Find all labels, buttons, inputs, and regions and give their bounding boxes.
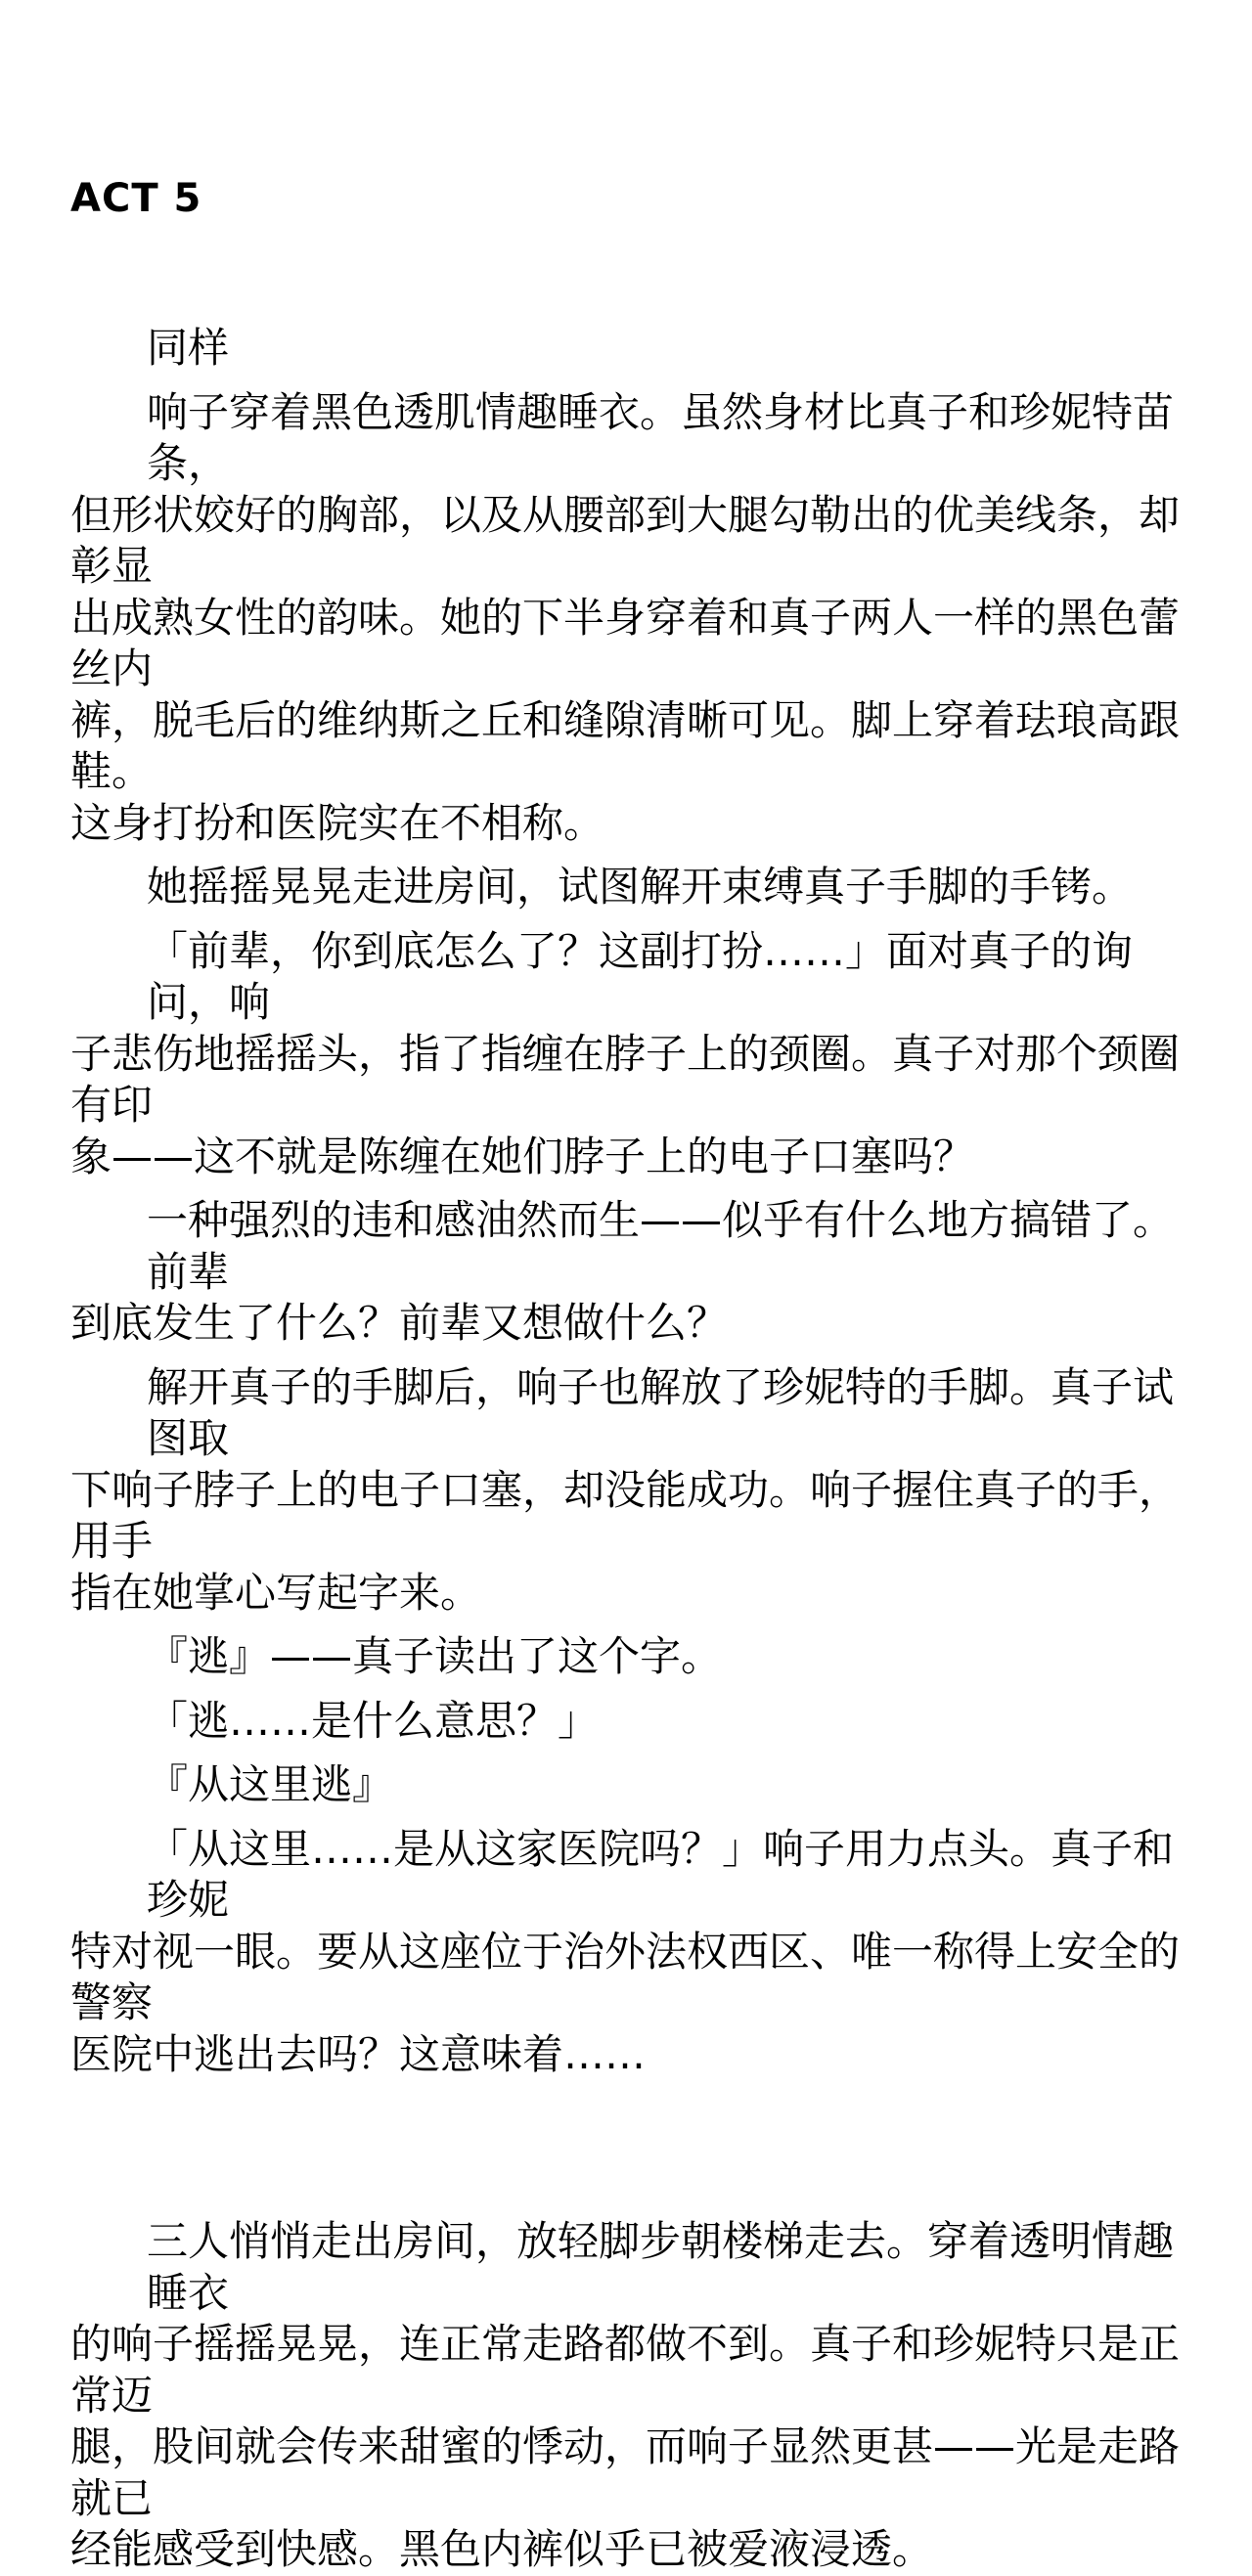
text-line: 到底发生了什么？前辈又想做什么？ [70, 1299, 729, 1347]
text-line: 医院中逃出去吗？这意味着…… [70, 2029, 647, 2078]
paragraph [70, 1631, 1195, 1683]
paragraph [70, 2216, 1195, 2576]
paragraph [70, 1759, 1195, 1811]
text-line: 出成熟女性的韵味。她的下半身穿着和真子两人一样的黑色蕾丝内 [70, 593, 1181, 692]
text-line: 子悲伤地摇摇头，指了指缠在脖子上的颈圈。真子对那个颈圈有印 [70, 1029, 1181, 1129]
text-line: 这身打扮和医院实在不相称。 [70, 798, 605, 847]
text-line: 解开真子的手脚后，响子也解放了珍妮特的手脚。真子试图取 [147, 1362, 1175, 1462]
paragraph [70, 1824, 1195, 2081]
text-line: 她摇摇晃晃走进房间，试图解开束缚真子手脚的手铐。 [147, 863, 1134, 910]
text-line: 『从这里逃』 [147, 1760, 394, 1808]
paragraph [70, 1362, 1195, 1620]
text-line: 象——这不就是陈缠在她们脖子上的电子口塞吗？ [70, 1132, 975, 1180]
paragraph [70, 1696, 1195, 1748]
text-line: 特对视一眼。要从这座位于治外法权西区、唯一称得上安全的警察 [70, 1927, 1181, 2026]
document-body [70, 323, 1195, 2576]
text-line: 指在她掌心写起字来。 [70, 1568, 482, 1617]
paragraph [70, 862, 1195, 913]
paragraph [70, 926, 1195, 1183]
text-line: 『逃』——真子读出了这个字。 [147, 1632, 723, 1680]
paragraph [70, 1195, 1195, 1350]
text-line: 的响子摇摇晃晃，连正常走路都做不到。真子和珍妮特只是正常迈 [70, 2320, 1181, 2420]
text-line: 「从这里……是从这家医院吗？」响子用力点头。真子和珍妮 [147, 1824, 1175, 1924]
text-line: 但形状姣好的胸部，以及从腰部到大腿勾勒出的优美线条，却彰显 [70, 490, 1181, 590]
text-line: 三人悄悄走出房间，放轻脚步朝楼梯走去。穿着透明情趣睡衣 [147, 2217, 1175, 2317]
text-line: 「逃……是什么意思？」 [147, 1696, 600, 1745]
text-line: 裤，脱毛后的维纳斯之丘和缝隙清晰可见。脚上穿着珐琅高跟鞋。 [70, 695, 1181, 795]
text-line: 一种强烈的违和感油然而生——似乎有什么地方搞错了。前辈 [147, 1196, 1175, 1296]
text-line: 腿，股间就会传来甜蜜的悸动，而响子显然更甚——光是走路就已 [70, 2422, 1181, 2522]
text-line: 响子穿着黑色透肌情趣睡衣。虽然身材比真子和珍妮特苗条， [147, 387, 1175, 487]
paragraph [70, 387, 1195, 850]
text-line: 同样 [147, 324, 230, 372]
chapter-title: ACT 5 [70, 176, 202, 221]
paragraph [70, 323, 1195, 375]
text-line: 经能感受到快感。黑色内裤似乎已被爱液浸透。 [70, 2525, 934, 2573]
text-line: 「前辈，你到底怎么了？这副打扮……」面对真子的询问，响 [147, 926, 1134, 1026]
text-line: 下响子脖子上的电子口塞，却没能成功。响子握住真子的手，用手 [70, 1465, 1181, 1565]
